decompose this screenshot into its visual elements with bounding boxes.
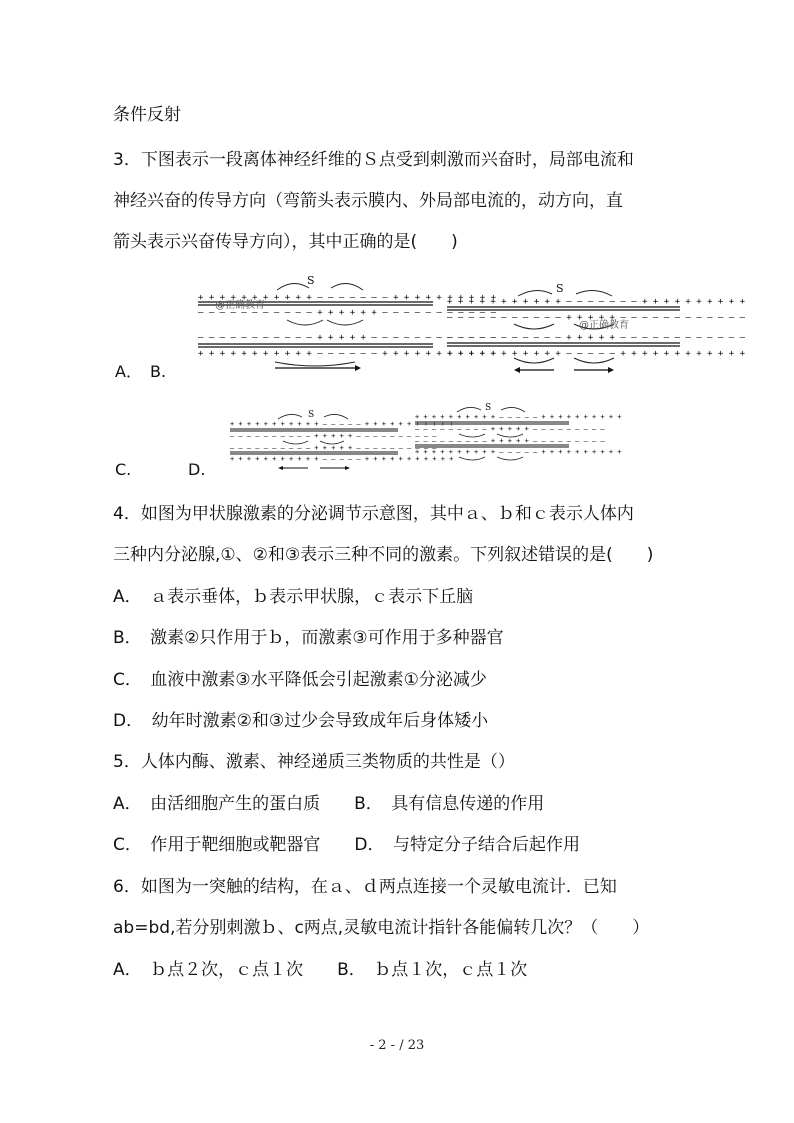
- question-5-line-1: 5．人体内酶、激素、神经递质三类物质的共性是（）: [113, 752, 515, 772]
- option-c-label: C.: [115, 460, 132, 479]
- option-d-label: D.: [188, 460, 206, 479]
- watermark: @正确教育: [579, 320, 629, 331]
- svg-text:+ + + + + + + + + + + — — — —: + + + + + + + + + + + — — — — — — + + + + + + + + + + +: [198, 349, 497, 359]
- text-line-1: 条件反射: [113, 105, 181, 125]
- svg-text:+ + + + + + + + + + — — — — —: + + + + + + + + + + — — — — — + + + + + + + + + +: [415, 413, 622, 421]
- question-3-line-1: 3．下图表示一段离体神经纤维的Ｓ点受到刺激而兴奋时，局部电流和: [113, 150, 634, 170]
- stimulus-point-label: S: [307, 274, 315, 287]
- question-3-line-3: 箭头表示兴奋传导方向），其中正确的是( ): [113, 232, 458, 252]
- question-4-option-b: B． 激素②只作用于ｂ，而激素③可作用于多种器官: [113, 628, 504, 648]
- question-6-line-2: ab=bd,若分别刺激ｂ、c两点,灵敏电流计指针各能偏转几次？（ ）: [113, 918, 650, 938]
- stimulus-point-label: S: [308, 410, 315, 420]
- svg-text:— — — — — — — — — — — + + + +: — — — — — — — — — — — + + + + + + — — — — — — — — — — —: [198, 308, 497, 318]
- svg-text:+ + + + + + + + + + + — — — —: + + + + + + + + + + + — — — — — — — + + + + + + + + + +: [447, 297, 746, 307]
- svg-text:— — — — — — — — — — — + + + +: — — — — — — — — — — — + + + + + — — — — — — — — — — — —: [447, 333, 746, 343]
- svg-text:— — — — — — — — — — + + + + +: — — — — — — — — — — + + + + + — — — — — — — — — —: [230, 444, 437, 452]
- question-4-option-c: C． 血液中激素③水平降低会引起激素①分泌减少: [113, 670, 487, 690]
- figure-option-a: [195, 270, 497, 375]
- option-a-label: A．: [115, 362, 142, 381]
- stimulus-point-label: S: [556, 282, 564, 295]
- svg-text:— — — — — — — — — — + + + + +: — — — — — — — — — — + + + + + — — — — — — — — — —: [230, 432, 437, 440]
- figure-option-b: [444, 278, 746, 378]
- svg-text:— — — — — — — — — — — + + + +: — — — — — — — — — — — + + + + + — — — — — — — — — — — —: [447, 313, 746, 323]
- question-6-line-1: 6．如图为一突触的结构，在ａ、ｄ两点连接一个灵敏电流计．已知: [113, 877, 617, 897]
- option-b-label: B.: [150, 362, 167, 381]
- svg-text:— — — — — — — — — + + + + + —: — — — — — — — — — + + + + + — — — — — — — — —: [415, 425, 605, 433]
- svg-text:+ + + + + + + + + + + — — — —: + + + + + + + + + + + — — — — — + + + + + + + + + + +: [230, 455, 454, 463]
- question-6-options-ab: A． ｂ点２次，ｃ点１次 B． ｂ点１次，ｃ点１次: [113, 960, 528, 980]
- svg-text:— — — — — — — — — — — + + + +: — — — — — — — — — — — + + + + + — — — — — — — — — — — —: [198, 333, 497, 343]
- svg-text:+ + + + + + + + + + + — — — —: + + + + + + + + + + + — — — — — + + + + + + + + + + +: [230, 420, 454, 428]
- question-4-option-d: D． 幼年时激素②和③过少会导致成年后身体矮小: [113, 711, 489, 731]
- figure-option-c: [228, 405, 454, 475]
- figure-option-d: [413, 400, 622, 470]
- svg-text:+ + + + + + + + + + + — — — —: + + + + + + + + + + + — — — — — — — + + + + + + + + + +: [198, 293, 497, 303]
- question-4-option-a: A． ａ表示垂体，ｂ表示甲状腺，ｃ表示下丘脑: [113, 587, 474, 607]
- svg-text:+ + + + + + + + + + — — — — —: + + + + + + + + + + — — — — — + + + + + + + + + +: [415, 448, 622, 456]
- watermark: @正确教育: [215, 300, 265, 311]
- question-4-line-1: 4．如图为甲状腺激素的分泌调节示意图，其中ａ、ｂ和ｃ表示人体内: [113, 504, 634, 524]
- svg-text:— — — — — — — — — + + + + + —: — — — — — — — — — + + + + + — — — — — — — — —: [415, 437, 605, 445]
- question-5-options-cd: C． 作用于靶细胞或靶器官 D． 与特定分子结合后起作用: [113, 835, 580, 855]
- question-3-line-2: 神经兴奋的传导方向（弯箭头表示膜内、外局部电流的，动方向，直: [113, 191, 623, 211]
- question-5-options-ab: A． 由活细胞产生的蛋白质 B． 具有信息传递的作用: [113, 794, 545, 814]
- svg-text:+ + + + + + + + + + + — — — —: + + + + + + + + + + + — — — — — + + + + + + + + + + + +: [447, 349, 746, 359]
- question-4-line-2: 三种内分泌腺,①、②和③表示三种不同的激素。下列叙述错误的是( ): [113, 545, 654, 565]
- page-footer: - 2 - / 23: [369, 1038, 425, 1053]
- stimulus-point-label: S: [485, 403, 492, 413]
